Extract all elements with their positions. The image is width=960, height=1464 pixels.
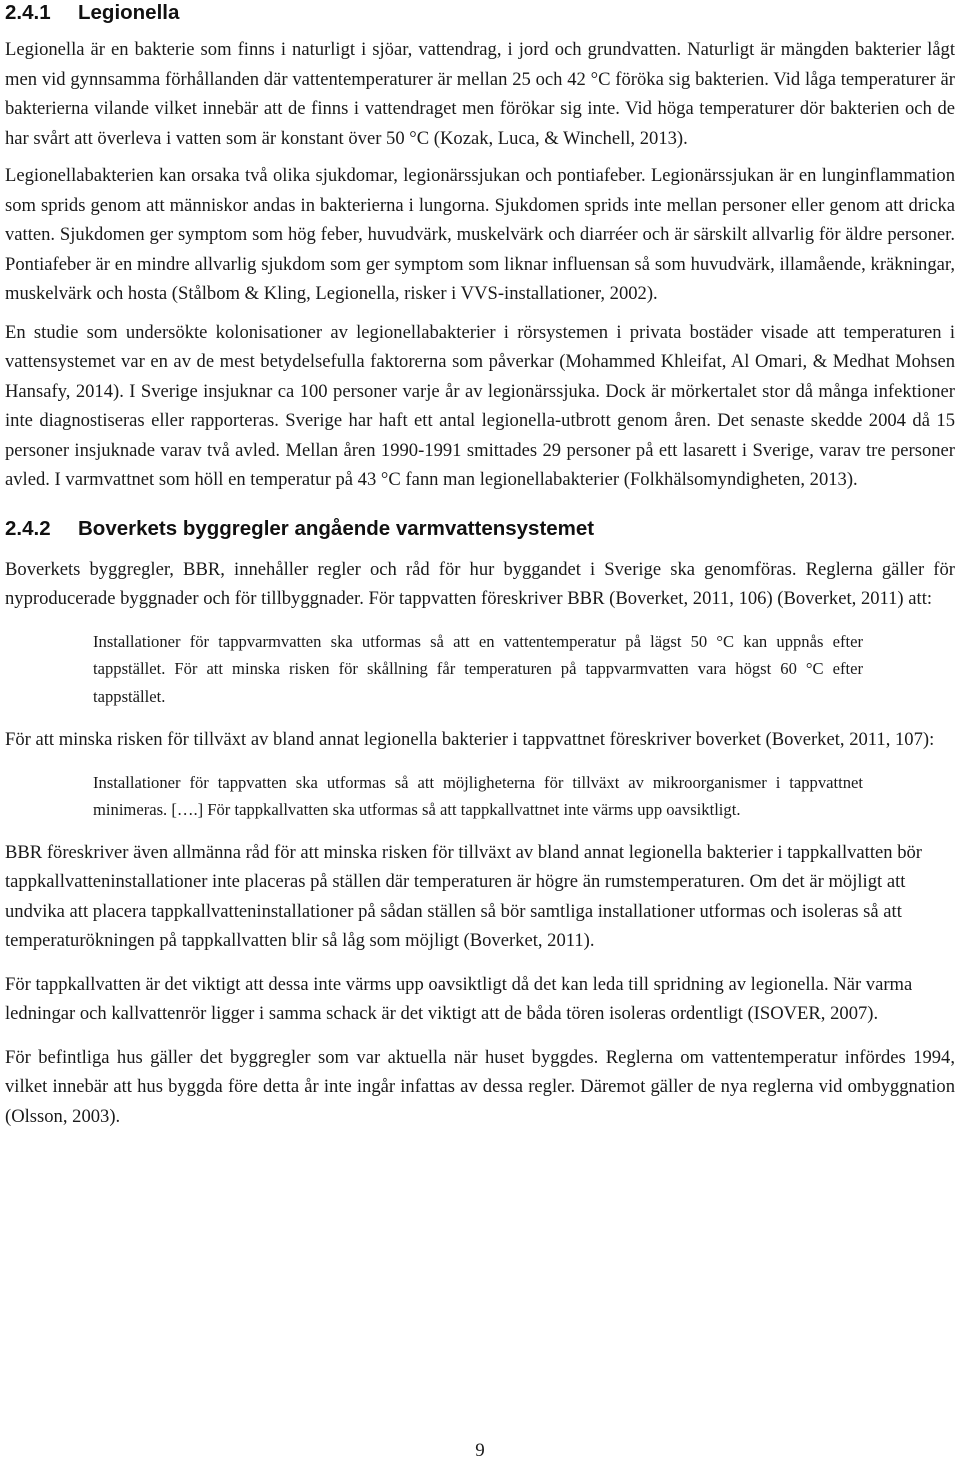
block-quote-tappvarmvatten: Installationer för tappvarmvatten ska utformas så att en vattentemperatur på lägst 50 °C kan uppnås efter tappstället. För att minska risken för skållning får temperaturen på tappvarmvatten vara högst 60 °C efter tappstället. xyxy=(93,631,863,706)
section-heading-boverket xyxy=(5,516,955,542)
paragraph-legionella-intro: Legionella är en bakterie som finns i naturligt i sjöar, vattendrag, i jord och grundvatten. Naturligt är mängden bakterier lågt men vid gynnsamma förhållanden där vattentemperaturer är mellan 25 och 42 °C föröka sig bakterien. Vid låga temperaturer är bakterierna vilande vilket innebär att de finns i vattendraget men förökar sig inte. Vid höga temperaturer dör bakterien och de har svårt att överleva i vatten som är konstant över 50 °C (Kozak, Luca, & Winchell, 2013). xyxy=(5,39,955,149)
paragraph-diseases: Legionellabakterien kan orsaka två olika sjukdomar, legionärssjukan och pontiafeber. Legionärssjukan är en lunginflammation som sprids genom att människor andas in bakterierna i lungorna. Sjukdomen sprids inte mellan personer eller genom att dricka vatten. Sjukdomen ger symptom som hög feber, huvudvärk, muskelvärk och diarréer och är särskilt allvarlig för äldre personer. Pontiafeber är en mindre allvarlig sjukdom som ger symptom som liknar influensan så som huvudvärk, illamående, kräkningar, muskelvärk och hosta (Stålbom & Kling, Legionella, risker i VVS-installationer, 2002). xyxy=(5,165,955,304)
paragraph-bbr-intro: Boverkets byggregler, BBR, innehåller regler och råd för hur byggandet i Sverige ska genomföras. Reglerna gäller för nyproducerade byggnader och för tillbyggnader. För tappvatten föreskriver BBR (Boverket, 2011, 106) (Boverket, 2011) att: xyxy=(5,558,955,609)
paragraph-bbr-advice: BBR föreskriver även allmänna råd för att minska risken för tillväxt av bland annat legionella bakterier i tappkallvatten bör tappkallvatteninstallationer inte placeras på ställen där temperaturen är högre än rumstemperaturen. Om det är möjligt att undvika att placera tappkallvatteninstallationer på sådan ställen så bör samtliga installationer utformas och isoleras så att temperaturökningen på tappkallvatten blir så låg som möjligt (Boverket, 2011). xyxy=(5,841,922,951)
paragraph-tappkallvatten: För tappkallvatten är det viktigt att dessa inte värms upp oavsiktligt då det kan leda till spridning av legionella. När varma ledningar och kallvattenrör ligger i samma schack är det viktigt att de båda tören isoleras ordentligt (ISOVER, 2007). xyxy=(5,973,913,1024)
section-number: 2.4.1 xyxy=(5,1,51,24)
paragraph-legionella-risk: För att minska risken för tillväxt av bland annat legionella bakterier i tappvattnet föreskriver boverket (Boverket, 2011, 107): xyxy=(5,729,935,750)
document-page xyxy=(5,0,955,1131)
paragraph-study: En studie som undersökte kolonisationer av legionellabakterier i rörsystemen i privata bostäder visade att temperaturen i vattensystemet var en av de mest betydelsefulla faktorerna som påverkar (Mohammed Khleifat, Al Omari, & Medhat Mohsen Hansafy, 2014). I Sverige insjuknar ca 100 personer varje år av legionärssjuka. Dock är mörkertalet stor då många infektioner inte diagnostiseras eller rapporteras. Sverige har haft ett antal legionella-utbrott genom åren. Det senaste skedde 2004 då 15 personer insjuknade varav två avled. Mellan åren 1990-1991 smittades 29 personer på ett lasarett i Sverige, varav tre personer avled. I varmvattnet som höll en temperatur på 43 °C fann man legionellabakterier (Folkhälsomyndigheten, 2013). xyxy=(5,321,955,490)
block-quote-tappvatten: Installationer för tappvatten ska utformas så att möjligheterna för tillväxt av mikroorganismer i tappvattnet minimeras. [….] För tappkallvatten ska utformas så att tappkallvattnet inte värms upp oavsiktligt. xyxy=(93,772,863,819)
page-number: 9 xyxy=(475,1440,485,1461)
section-title: Boverkets byggregler angående varmvattensystemet xyxy=(78,516,595,540)
paragraph-befintliga-hus: För befintliga hus gäller det byggregler som var aktuella när huset byggdes. Reglerna om vattentemperatur infördes 1994, vilket innebär att hus byggda före detta år inte ingår infattas av dessa regler. Däremot gäller de nya reglerna vid ombyggnation (Olsson, 2003). xyxy=(5,1046,955,1127)
section-title: Legionella xyxy=(78,1,180,24)
section-number: 2.4.2 xyxy=(5,516,51,540)
section-heading-legionella xyxy=(5,0,955,26)
